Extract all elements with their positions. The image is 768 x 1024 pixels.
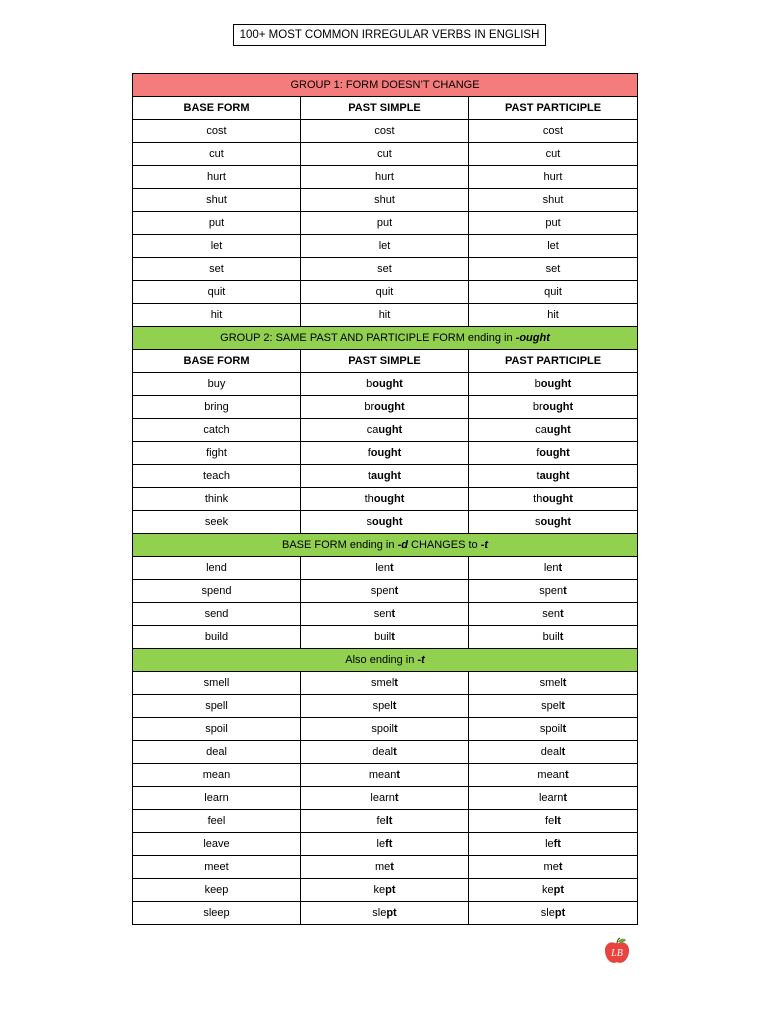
verb-row xyxy=(133,488,638,511)
group-heading xyxy=(133,649,638,672)
base-form-cell: lend xyxy=(133,557,301,580)
base-form-cell: mean xyxy=(133,764,301,787)
verb-row xyxy=(133,626,638,649)
past-participle-header: PAST PARTICIPLE xyxy=(469,350,638,373)
past-participle-cell: quit xyxy=(469,281,638,304)
past-simple-header: PAST SIMPLE xyxy=(301,97,469,120)
past-participle-cell: fought xyxy=(469,442,638,465)
column-header-row xyxy=(133,97,638,120)
past-simple-cell: slept xyxy=(301,902,469,925)
verb-row xyxy=(133,189,638,212)
past-simple-cell: meant xyxy=(301,764,469,787)
base-form-cell: quit xyxy=(133,281,301,304)
group-heading-text: GROUP 1: FORM DOESN’T CHANGE xyxy=(290,79,480,91)
past-simple-cell: let xyxy=(301,235,469,258)
past-simple-cell: cut xyxy=(301,143,469,166)
base-form-cell: feel xyxy=(133,810,301,833)
verb-row xyxy=(133,396,638,419)
base-form-cell: set xyxy=(133,258,301,281)
base-form-cell: leave xyxy=(133,833,301,856)
base-form-cell: shut xyxy=(133,189,301,212)
past-participle-cell: spelt xyxy=(469,695,638,718)
group-heading xyxy=(133,327,638,350)
past-simple-cell: cost xyxy=(301,120,469,143)
verb-row xyxy=(133,810,638,833)
past-participle-cell: learnt xyxy=(469,787,638,810)
verb-row xyxy=(133,741,638,764)
verb-row xyxy=(133,465,638,488)
past-simple-cell: sent xyxy=(301,603,469,626)
verb-row xyxy=(133,879,638,902)
past-participle-cell: put xyxy=(469,212,638,235)
past-participle-cell: hurt xyxy=(469,166,638,189)
past-simple-cell: put xyxy=(301,212,469,235)
column-header-row xyxy=(133,350,638,373)
past-simple-cell: built xyxy=(301,626,469,649)
verb-row xyxy=(133,833,638,856)
past-participle-cell: shut xyxy=(469,189,638,212)
past-simple-cell: learnt xyxy=(301,787,469,810)
past-participle-cell: smelt xyxy=(469,672,638,695)
past-participle-cell: dealt xyxy=(469,741,638,764)
base-form-cell: learn xyxy=(133,787,301,810)
verb-row xyxy=(133,787,638,810)
past-simple-cell: set xyxy=(301,258,469,281)
past-simple-cell: smelt xyxy=(301,672,469,695)
logo-text: LB xyxy=(611,948,623,959)
verb-row xyxy=(133,120,638,143)
group-heading-part: -d xyxy=(397,539,408,551)
past-participle-cell: cut xyxy=(469,143,638,166)
past-simple-cell: dealt xyxy=(301,741,469,764)
past-participle-cell: felt xyxy=(469,810,638,833)
group-heading-text: Also ending in xyxy=(345,654,418,666)
verb-row xyxy=(133,143,638,166)
past-participle-cell: brought xyxy=(469,396,638,419)
group-heading-row xyxy=(133,74,638,97)
verb-row xyxy=(133,695,638,718)
verb-row xyxy=(133,764,638,787)
base-form-cell: send xyxy=(133,603,301,626)
verb-row xyxy=(133,212,638,235)
verb-row xyxy=(133,718,638,741)
verb-row xyxy=(133,419,638,442)
past-simple-cell: met xyxy=(301,856,469,879)
base-form-cell: cut xyxy=(133,143,301,166)
past-simple-cell: left xyxy=(301,833,469,856)
base-form-cell: sleep xyxy=(133,902,301,925)
base-form-cell: spoil xyxy=(133,718,301,741)
past-participle-cell: kept xyxy=(469,879,638,902)
base-form-cell: seek xyxy=(133,511,301,534)
group-heading xyxy=(133,534,638,557)
verb-row xyxy=(133,258,638,281)
base-form-cell: buy xyxy=(133,373,301,396)
verb-row xyxy=(133,856,638,879)
document-title: 100+ MOST COMMON IRREGULAR VERBS IN ENGLISH xyxy=(233,24,546,46)
base-form-cell: let xyxy=(133,235,301,258)
past-simple-cell: felt xyxy=(301,810,469,833)
past-simple-cell: kept xyxy=(301,879,469,902)
verb-row xyxy=(133,580,638,603)
group-heading-row xyxy=(133,649,638,672)
past-participle-cell: thought xyxy=(469,488,638,511)
past-participle-cell: built xyxy=(469,626,638,649)
past-participle-cell: met xyxy=(469,856,638,879)
past-participle-cell: let xyxy=(469,235,638,258)
group-heading-text: GROUP 2: SAME PAST AND PARTICIPLE FORM ending in xyxy=(220,332,516,344)
past-simple-cell: sought xyxy=(301,511,469,534)
base-form-cell: keep xyxy=(133,879,301,902)
verb-row xyxy=(133,235,638,258)
past-participle-cell: meant xyxy=(469,764,638,787)
past-simple-cell: thought xyxy=(301,488,469,511)
past-simple-cell: quit xyxy=(301,281,469,304)
past-participle-cell: caught xyxy=(469,419,638,442)
group-heading-part: -t xyxy=(480,539,489,551)
past-simple-cell: shut xyxy=(301,189,469,212)
verb-row xyxy=(133,557,638,580)
group-heading-suffix: -ought xyxy=(515,332,550,344)
base-form-cell: catch xyxy=(133,419,301,442)
past-simple-cell: hit xyxy=(301,304,469,327)
past-simple-cell: bought xyxy=(301,373,469,396)
base-form-cell: deal xyxy=(133,741,301,764)
verb-row xyxy=(133,902,638,925)
past-simple-cell: lent xyxy=(301,557,469,580)
verb-row xyxy=(133,373,638,396)
base-form-cell: put xyxy=(133,212,301,235)
past-participle-cell: spoilt xyxy=(469,718,638,741)
past-simple-cell: hurt xyxy=(301,166,469,189)
verb-row xyxy=(133,281,638,304)
past-participle-cell: hit xyxy=(469,304,638,327)
verb-row xyxy=(133,511,638,534)
past-simple-cell: spoilt xyxy=(301,718,469,741)
past-simple-header: PAST SIMPLE xyxy=(301,350,469,373)
past-simple-cell: caught xyxy=(301,419,469,442)
group-heading-part: CHANGES to xyxy=(407,539,481,551)
past-participle-cell: spent xyxy=(469,580,638,603)
irregular-verbs-table xyxy=(132,73,638,925)
past-simple-cell: taught xyxy=(301,465,469,488)
base-form-cell: smell xyxy=(133,672,301,695)
base-form-cell: bring xyxy=(133,396,301,419)
past-participle-cell: taught xyxy=(469,465,638,488)
past-participle-cell: lent xyxy=(469,557,638,580)
apple-logo-icon xyxy=(602,936,632,966)
base-form-cell: spell xyxy=(133,695,301,718)
base-form-header: BASE FORM xyxy=(133,97,301,120)
past-participle-cell: sought xyxy=(469,511,638,534)
base-form-cell: hurt xyxy=(133,166,301,189)
verb-row xyxy=(133,603,638,626)
base-form-cell: hit xyxy=(133,304,301,327)
base-form-cell: cost xyxy=(133,120,301,143)
past-participle-cell: set xyxy=(469,258,638,281)
group-heading-part: BASE FORM ending in xyxy=(282,539,398,551)
base-form-cell: teach xyxy=(133,465,301,488)
past-simple-cell: spent xyxy=(301,580,469,603)
base-form-cell: spend xyxy=(133,580,301,603)
verb-row xyxy=(133,672,638,695)
past-participle-cell: slept xyxy=(469,902,638,925)
past-simple-cell: spelt xyxy=(301,695,469,718)
verb-row xyxy=(133,304,638,327)
past-participle-cell: left xyxy=(469,833,638,856)
group-heading-row xyxy=(133,327,638,350)
past-participle-cell: sent xyxy=(469,603,638,626)
past-simple-cell: brought xyxy=(301,396,469,419)
past-participle-cell: bought xyxy=(469,373,638,396)
past-participle-header: PAST PARTICIPLE xyxy=(469,97,638,120)
base-form-cell: build xyxy=(133,626,301,649)
group-heading xyxy=(133,74,638,97)
base-form-cell: think xyxy=(133,488,301,511)
verb-row xyxy=(133,442,638,465)
group-heading-suffix: -t xyxy=(417,654,425,666)
verb-row xyxy=(133,166,638,189)
past-simple-cell: fought xyxy=(301,442,469,465)
base-form-cell: fight xyxy=(133,442,301,465)
base-form-header: BASE FORM xyxy=(133,350,301,373)
base-form-cell: meet xyxy=(133,856,301,879)
past-participle-cell: cost xyxy=(469,120,638,143)
group-heading-row xyxy=(133,534,638,557)
